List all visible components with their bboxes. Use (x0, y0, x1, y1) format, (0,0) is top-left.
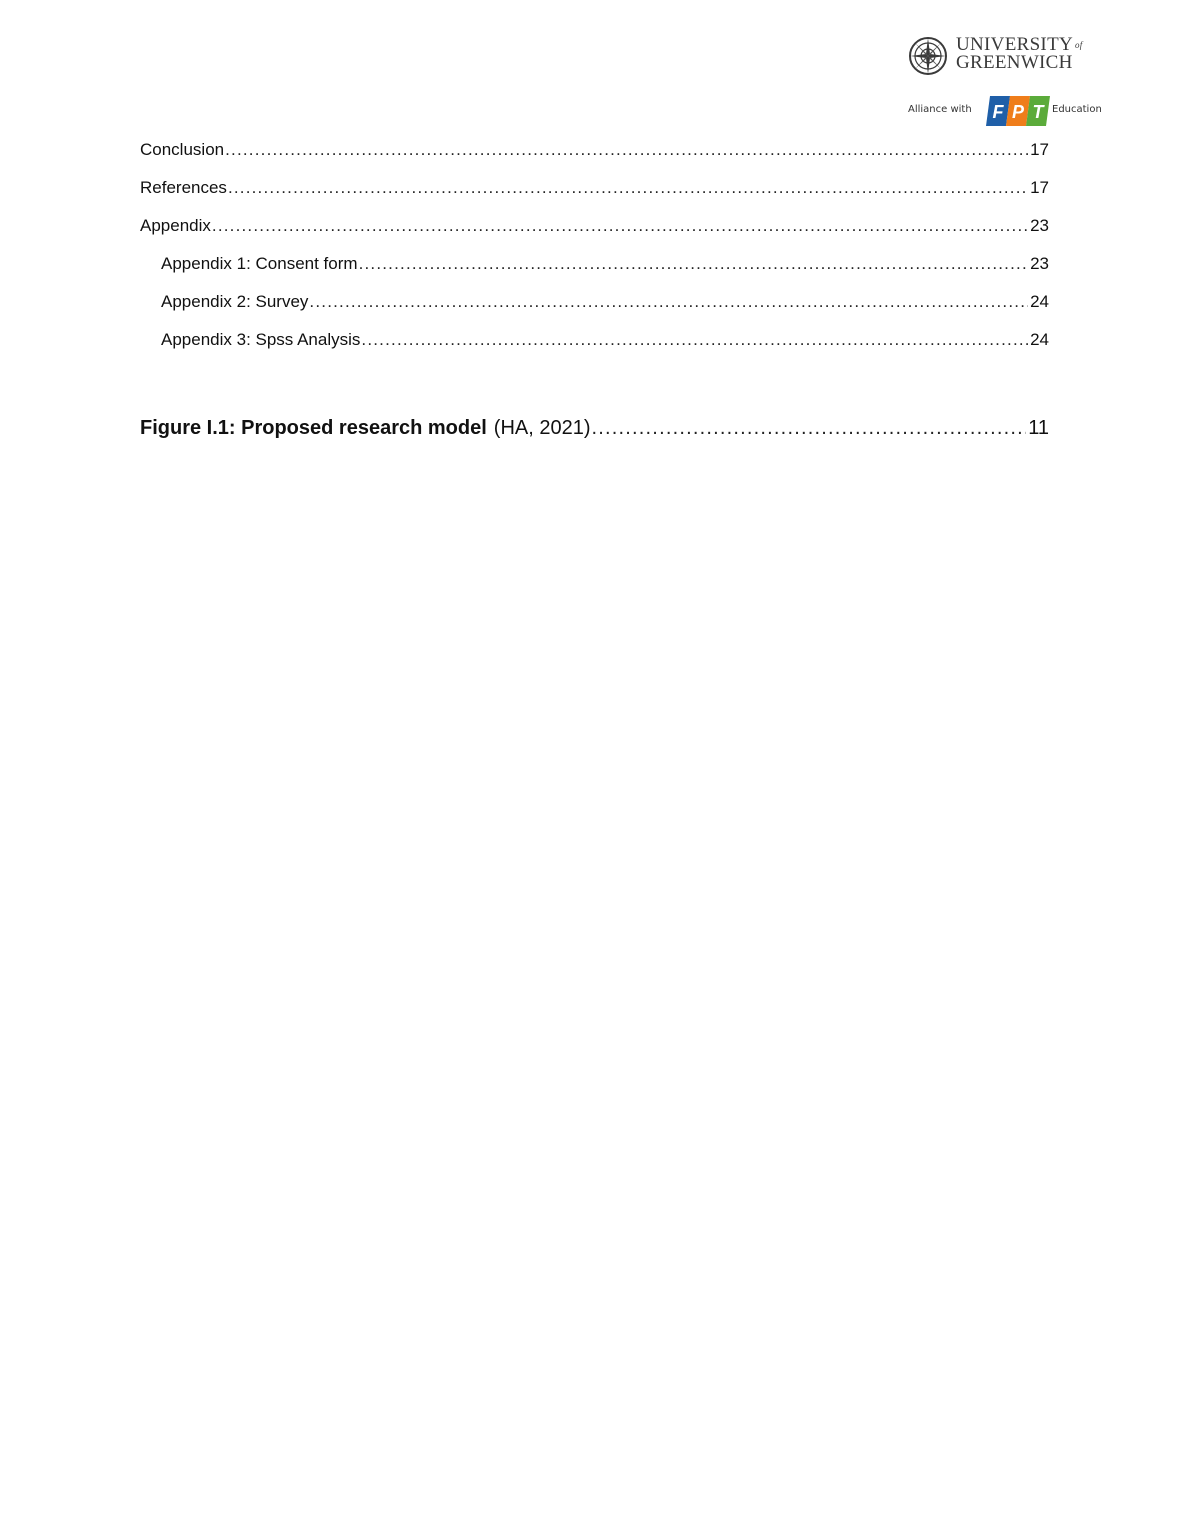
toc-entry-label: Appendix 3: Spss Analysis (161, 330, 361, 349)
toc-entry-page: 23 (1030, 254, 1049, 273)
toc-entry-page: 17 (1030, 140, 1049, 159)
list-of-figures (140, 417, 1049, 449)
education-text: Education (1052, 104, 1102, 115)
university-of: of (1075, 40, 1083, 50)
figure-entry-citation: (HA, 2021) (493, 417, 591, 439)
header-logos (906, 34, 1106, 134)
figure-entry-title: Figure I.1: Proposed research model (140, 417, 487, 439)
compass-crest-icon (908, 36, 948, 76)
toc-leader-dots (228, 178, 1028, 198)
figure-entry-1[interactable] (140, 417, 1049, 449)
toc-leader-dots (212, 216, 1028, 236)
university-line-1: UNIVERSITY (956, 34, 1073, 55)
alliance-text: Alliance with (908, 104, 972, 115)
toc-entry-page: 17 (1030, 178, 1049, 197)
toc-entry-appendix-2[interactable] (140, 292, 1049, 330)
university-line-2: GREENWICH (956, 52, 1073, 73)
fpt-alliance-logo (906, 94, 1106, 128)
toc-entry-appendix[interactable] (140, 216, 1049, 254)
toc-leader-dots (359, 254, 1029, 274)
toc-entry-appendix-1[interactable] (140, 254, 1049, 292)
fpt-logo-icon (984, 94, 1054, 128)
toc-leader-dots (309, 292, 1028, 312)
toc-entry-label: Conclusion (140, 140, 225, 159)
toc-entry-conclusion[interactable] (140, 140, 1049, 178)
table-of-contents (140, 140, 1049, 368)
toc-entry-page: 23 (1030, 216, 1049, 235)
toc-entry-label: Appendix 2: Survey (161, 292, 309, 311)
toc-leader-dots (225, 140, 1028, 160)
fpt-letter-p: P (1011, 102, 1025, 122)
figure-entry-page: 11 (1028, 417, 1049, 439)
fpt-letter-t: T (1032, 102, 1044, 122)
toc-entry-references[interactable] (140, 178, 1049, 216)
figure-leader-dots (592, 417, 1027, 440)
fpt-letter-f: F (992, 102, 1004, 122)
toc-leader-dots (361, 330, 1028, 350)
university-name (956, 36, 1083, 72)
university-of-greenwich-logo (906, 34, 1106, 78)
toc-entry-page: 24 (1030, 330, 1049, 349)
toc-entry-label: References (140, 178, 227, 197)
toc-entry-label: Appendix (140, 216, 211, 235)
toc-entry-page: 24 (1030, 292, 1049, 311)
toc-entry-label: Appendix 1: Consent form (161, 254, 358, 273)
toc-entry-appendix-3[interactable] (140, 330, 1049, 368)
